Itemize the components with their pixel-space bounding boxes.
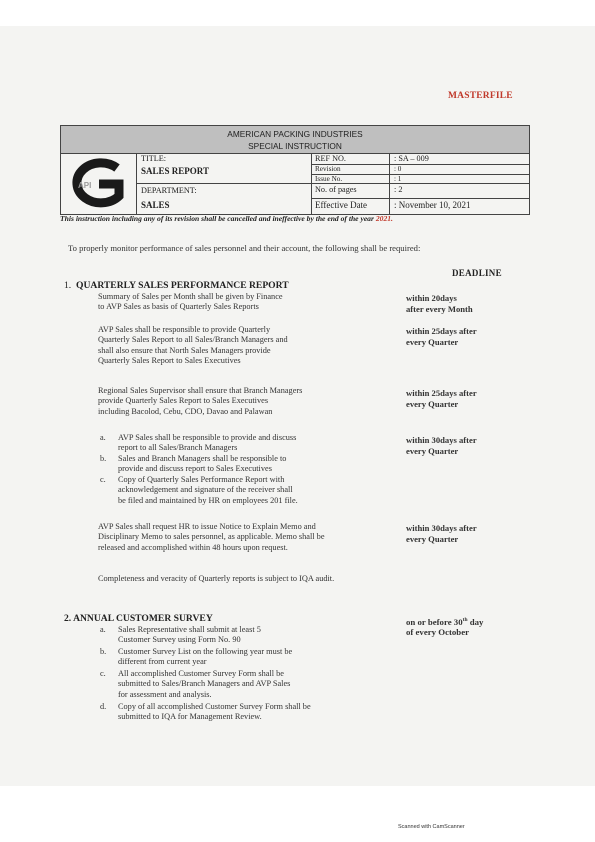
deadline-line: within 30days after	[406, 435, 477, 445]
text-line: provide and discuss report to Sales Executives	[118, 464, 272, 474]
s2-list-item-b	[118, 647, 292, 668]
section-1-number: 1.	[64, 280, 72, 291]
text-line: be filed and maintained by HR on employees 201 file.	[118, 495, 298, 505]
text-line: Disciplinary Memo to sales personnel, as applicable. Memo shall be	[98, 532, 325, 542]
notice-text: This instruction including any of its revision shall be cancelled and ineffective by the end of the year	[60, 214, 374, 223]
s1-list-item-b	[118, 454, 286, 475]
deadline-line: within 25days after	[406, 388, 477, 398]
s1-paragraph-3	[98, 386, 302, 417]
text-line: AVP Sales shall be responsible to provide and discuss	[118, 433, 297, 442]
masterfile-stamp: MASTERFILE	[448, 91, 513, 101]
s2-list-item-d	[118, 702, 311, 723]
grid-line	[311, 154, 312, 214]
effective-date-value: : November 10, 2021	[394, 200, 471, 210]
s1-deadline-3	[406, 388, 477, 409]
deadline-line: within 20days	[406, 293, 457, 303]
deadline-text: day	[467, 616, 484, 627]
text-line: for assessment and analysis.	[118, 689, 212, 699]
title-label: TITLE:	[141, 154, 167, 163]
document-type: SPECIAL INSTRUCTION	[248, 141, 342, 151]
s1-paragraph-5: Completeness and veracity of Quarterly reports is subject to IQA audit.	[98, 574, 335, 583]
logo-cell	[61, 154, 137, 214]
text-line: including Bacolod, Cebu, CDO, Davao and Palawan	[98, 406, 273, 416]
revision-notice	[60, 214, 530, 223]
s1-deadline-2	[406, 326, 477, 347]
section-2-number: 2.	[64, 613, 72, 624]
text-line: All accomplished Customer Survey Form shall be	[118, 669, 284, 678]
grid-line	[311, 164, 529, 165]
text-line: Customer Survey using Form No. 90	[118, 635, 241, 645]
text-line: different from current year	[118, 657, 207, 667]
s2-deadline	[406, 615, 483, 638]
deadline-line: every Quarter	[406, 445, 459, 456]
camscanner-watermark: Scanned with CamScanner	[398, 824, 465, 830]
s1-deadline-list	[406, 435, 477, 456]
notice-year: 2021.	[375, 214, 393, 223]
list-label: a.	[100, 625, 106, 634]
list-label: c.	[100, 669, 106, 678]
title-value: SALES REPORT	[141, 166, 209, 176]
pages-label: No. of pages	[315, 185, 357, 194]
s2-list-item-c	[118, 669, 290, 700]
header-title-band	[61, 126, 529, 154]
section-2-heading	[64, 613, 213, 624]
section-1-heading	[64, 280, 289, 291]
s2-list-item-a	[118, 625, 261, 646]
header-grid	[61, 154, 529, 214]
grid-line	[136, 183, 529, 184]
deadline-line: every Quarter	[406, 533, 459, 544]
text-line: submitted to Sales/Branch Managers and AVP Sales	[118, 679, 291, 689]
grid-line	[311, 198, 529, 199]
text-line: Sales Representative shall submit at least 5	[118, 625, 261, 634]
issue-value: : 1	[394, 175, 402, 183]
effective-date-label: Effective Date	[315, 200, 368, 210]
text-line: Copy of all accomplished Customer Survey Form shall be	[118, 702, 311, 711]
text-line: Copy of Quarterly Sales Performance Report with	[118, 475, 285, 484]
text-line: submitted to IQA for Management Review.	[118, 712, 262, 722]
deadline-line	[406, 615, 483, 627]
text-line: to AVP Sales as basis of Quarterly Sales Reports	[98, 302, 259, 312]
deadline-text: on or before 30	[406, 616, 463, 627]
bottom-margin	[0, 786, 595, 842]
document-header-table	[60, 125, 530, 215]
deadline-line: of every October	[406, 627, 470, 638]
list-label: d.	[100, 702, 107, 711]
s1-deadline-4	[406, 523, 477, 544]
text-line: shall also ensure that North Sales Managers provide	[98, 345, 271, 355]
deadline-line: every Quarter	[406, 336, 459, 347]
revision-label: Revision	[315, 165, 341, 173]
grid-line	[311, 174, 529, 175]
pages-value: : 2	[394, 185, 403, 194]
s1-paragraph-4	[98, 522, 325, 553]
text-line: Customer Survey List on the following year must be	[118, 647, 293, 656]
top-margin	[0, 0, 595, 26]
text-line: Sales and Branch Managers shall be responsible to	[118, 454, 287, 463]
company-name: AMERICAN PACKING INDUSTRIES	[227, 129, 363, 139]
deadline-heading: DEADLINE	[452, 268, 502, 278]
text-line: Quarterly Sales Report to Sales Executives	[98, 355, 241, 365]
ref-value: : SA – 009	[394, 154, 429, 163]
text-line: provide Quarterly Sales Report to Sales Executives	[98, 396, 269, 406]
section-1-title: QUARTERLY SALES PERFORMANCE REPORT	[76, 280, 289, 291]
s1-paragraph-2	[98, 325, 288, 366]
deadline-line: within 25days after	[406, 326, 477, 336]
company-logo	[61, 154, 136, 214]
text-line: acknowledgement and signature of the receiver shall	[118, 485, 293, 495]
issue-label: Issue No.	[315, 175, 343, 183]
text-line: Summary of Sales per Month shall be given by Finance	[98, 292, 283, 301]
list-label: c.	[100, 475, 106, 484]
text-line: AVP Sales shall request HR to issue Notice to Explain Memo and	[98, 522, 316, 531]
revision-value: : 0	[394, 165, 402, 173]
text-line: report to all Sales/Branch Managers	[118, 443, 238, 453]
deadline-superscript: th	[462, 617, 468, 623]
list-label: a.	[100, 433, 106, 442]
logo-text: API	[78, 181, 92, 190]
intro-paragraph: To properly monitor performance of sales personnel and their account, the following shall be required:	[68, 243, 421, 253]
list-label: b.	[100, 647, 107, 656]
list-label: b.	[100, 454, 107, 463]
deadline-line: after every Month	[406, 303, 473, 314]
grid-line	[389, 154, 390, 214]
s1-list-item-a	[118, 433, 296, 454]
text-line: Regional Sales Supervisor shall ensure that Branch Managers	[98, 386, 303, 395]
s1-deadline-1	[406, 293, 473, 314]
department-value: SALES	[141, 200, 170, 210]
section-2-title: ANNUAL CUSTOMER SURVEY	[73, 613, 213, 624]
ref-label: REF NO.	[315, 154, 346, 163]
department-label: DEPARTMENT:	[141, 186, 197, 195]
text-line: Quarterly Sales Report to all Sales/Branch Managers and	[98, 335, 288, 345]
deadline-line: every Quarter	[406, 398, 459, 409]
deadline-line: within 30days after	[406, 523, 477, 533]
s1-paragraph-1	[98, 292, 283, 313]
s1-list-item-c	[118, 475, 298, 506]
text-line: AVP Sales shall be responsible to provide Quarterly	[98, 325, 271, 334]
text-line: released and accomplished within 48 hours upon request.	[98, 542, 288, 552]
